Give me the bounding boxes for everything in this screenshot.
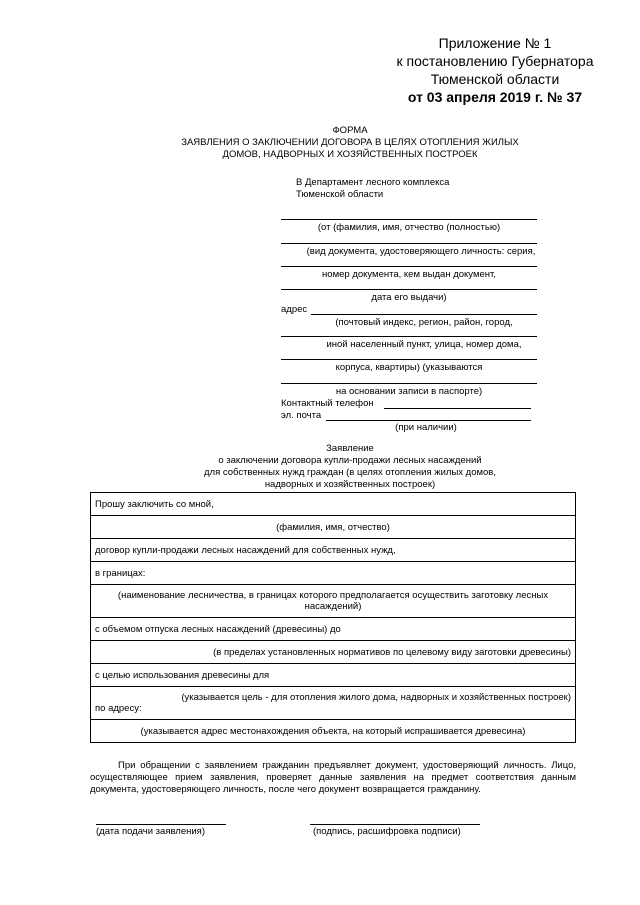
appendix-header xyxy=(380,34,610,106)
applicant-name-caption: (от (фамилия, имя, отчество (полностью) xyxy=(317,222,501,233)
signature-caption: (подпись, расшифровка подписи) xyxy=(313,826,461,837)
applicant-docnum-line[interactable] xyxy=(281,266,537,267)
date-caption: (дата подачи заявления) xyxy=(96,826,205,837)
addressee-line-1: В Департамент лесного комплекса xyxy=(296,177,450,188)
address-caption-2: иной населенный пункт, улица, номер дома, xyxy=(326,339,522,350)
identity-note: При обращении с заявлением гражданин предъявляет документ, удостоверяющий личность. Лицо, осуществляющее прием заявления, проверяет данные заявления на предмет соответствия данным документа, удостоверяющего личность, после чего документ возвращается гражданину. xyxy=(90,760,576,795)
email-field[interactable] xyxy=(326,420,531,421)
address-line-2[interactable] xyxy=(281,336,537,337)
row-fio-caption[interactable]: (фамилия, имя, отчество) xyxy=(91,516,576,539)
address-label-row: по адресу: xyxy=(95,703,142,714)
form-title-line-1: ФОРМА xyxy=(332,125,368,136)
statement-line-3: для собственных нужд граждан (в целях отопления жилых домов, xyxy=(203,467,496,478)
applicant-doc-line[interactable] xyxy=(281,243,537,244)
date-line[interactable] xyxy=(96,824,226,825)
email-caption: (при наличии) xyxy=(395,422,457,433)
signature-line[interactable] xyxy=(310,824,480,825)
row-purpose-caption[interactable] xyxy=(91,687,576,720)
phone-label: Контактный телефон xyxy=(281,398,374,409)
statement-line-4: надворных и хозяйственных построек) xyxy=(264,479,436,490)
address-caption-4: на основании записи в паспорте) xyxy=(335,386,483,397)
address-caption-1: (почтовый индекс, регион, район, город, xyxy=(335,317,513,328)
statement-title: Заявление xyxy=(326,443,374,454)
appendix-resolution: к постановлению Губернатора xyxy=(396,53,594,69)
addressee xyxy=(296,177,556,201)
address-line-3[interactable] xyxy=(281,359,537,360)
phone-field[interactable] xyxy=(384,408,531,409)
form-title xyxy=(130,125,570,161)
statement-heading xyxy=(150,443,550,491)
address-line-1[interactable] xyxy=(311,314,537,315)
row-norms-caption[interactable]: (в пределах установленных нормативов по целевому виду заготовки древесины) xyxy=(91,641,576,664)
email-label: эл. почта xyxy=(281,410,322,421)
row-address-caption[interactable]: (указывается адрес местонахождения объекта, на который испрашивается древесина) xyxy=(91,720,576,743)
application-table xyxy=(90,492,576,743)
applicant-date-line[interactable] xyxy=(281,289,537,290)
applicant-docnum-caption: номер документа, кем выдан документ, xyxy=(322,269,496,280)
statement-line-2: о заключении договора купли-продажи лесных насаждений xyxy=(218,455,482,466)
row-request[interactable]: Прошу заключить со мной, xyxy=(91,493,576,516)
row-contract[interactable]: договор купли-продажи лесных насаждений для собственных нужд, xyxy=(91,539,576,562)
row-boundaries[interactable]: в границах: xyxy=(91,562,576,585)
appendix-date: от 03 апреля 2019 г. № 37 xyxy=(407,89,583,105)
applicant-date-caption: дата его выдачи) xyxy=(371,292,447,303)
applicant-name-line[interactable] xyxy=(281,219,537,220)
row-volume[interactable]: с объемом отпуска лесных насаждений (древесины) до xyxy=(91,618,576,641)
form-title-line-2: ЗАЯВЛЕНИЯ О ЗАКЛЮЧЕНИИ ДОГОВОРА В ЦЕЛЯХ ОТОПЛЕНИЯ ЖИЛЫХ xyxy=(181,137,519,148)
form-title-line-3: ДОМОВ, НАДВОРНЫХ И ХОЗЯЙСТВЕННЫХ ПОСТРОЕК xyxy=(222,149,478,160)
appendix-region: Тюменской области xyxy=(430,71,560,87)
address-caption-3: корпуса, квартиры) (указываются xyxy=(335,362,483,373)
applicant-doc-caption: (вид документа, удостоверяющего личность: серия, xyxy=(306,246,536,257)
row-forestry-caption[interactable]: (наименование лесничества, в границах которого предполагается осуществить заготовку лесных насаждений) xyxy=(91,585,576,618)
purpose-caption: (указывается цель - для отопления жилого дома, надворных и хозяйственных построек) xyxy=(181,692,571,703)
address-label: адрес xyxy=(281,304,308,315)
address-line-4[interactable] xyxy=(281,383,537,384)
addressee-line-2: Тюменской области xyxy=(296,189,384,200)
row-purpose[interactable]: с целью использования древесины для xyxy=(91,664,576,687)
appendix-number: Приложение № 1 xyxy=(438,35,552,51)
